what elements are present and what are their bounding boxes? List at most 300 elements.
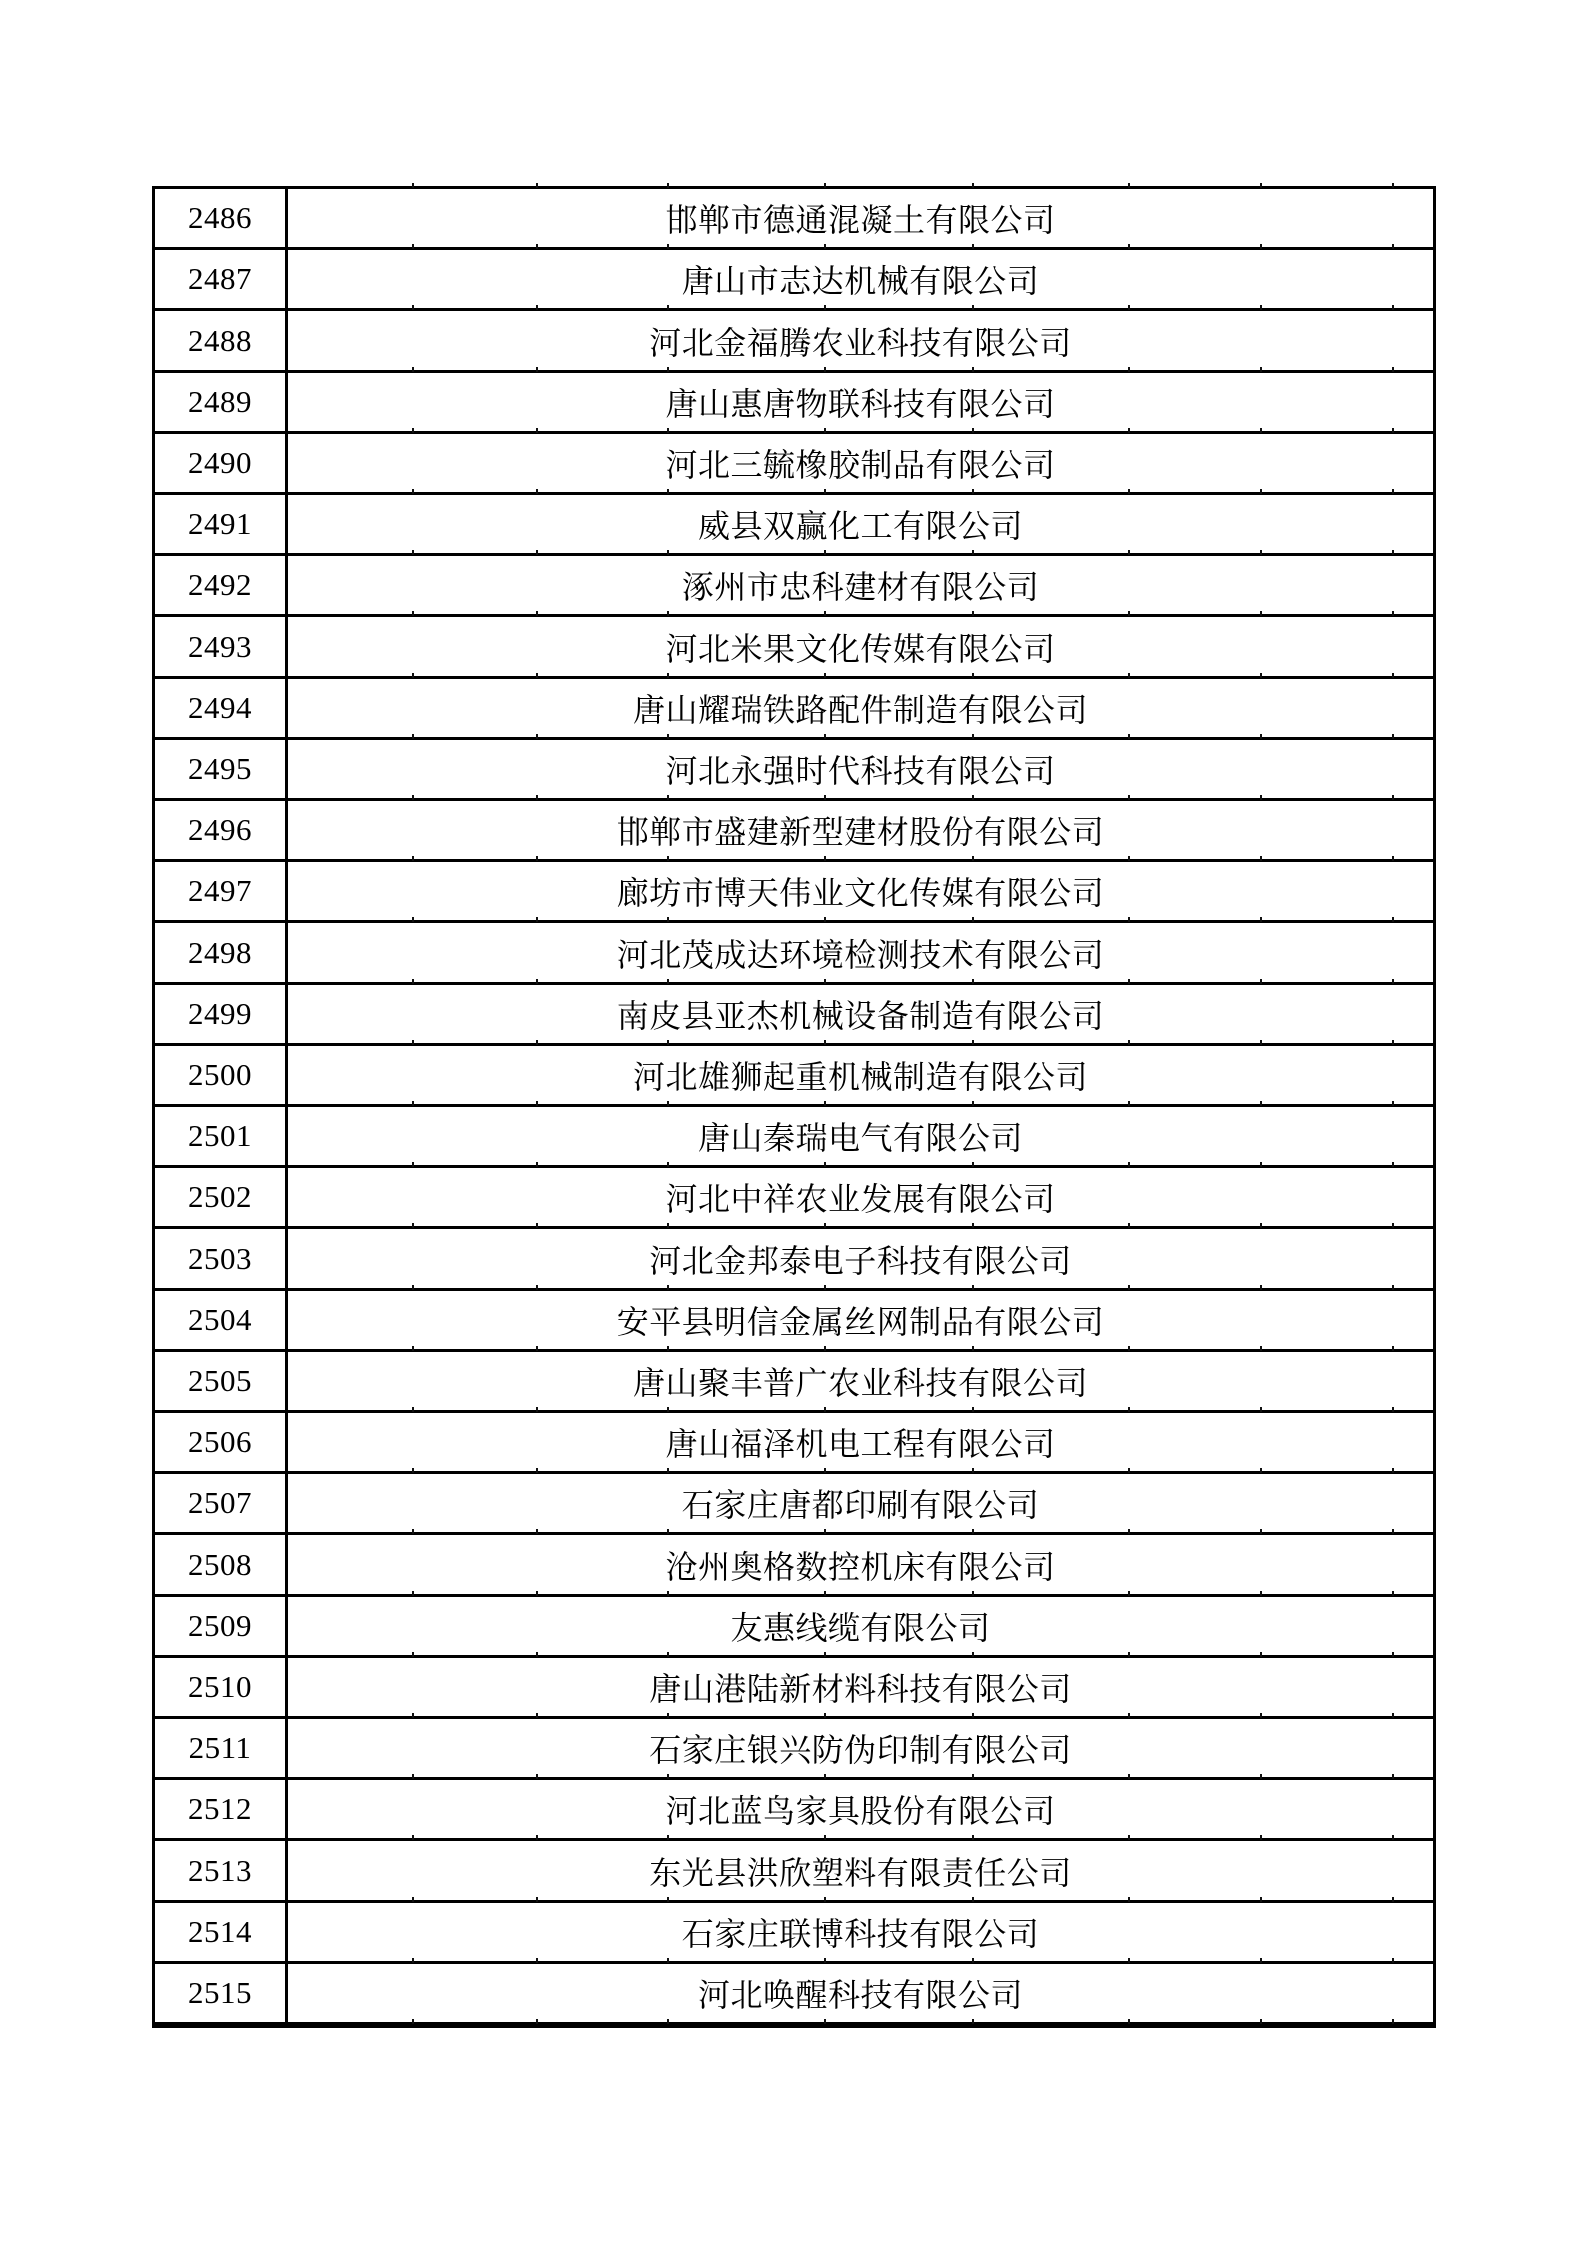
grid-tick — [824, 1897, 826, 1902]
grid-tick — [1392, 1040, 1394, 1045]
grid-tick — [1128, 305, 1130, 310]
grid-tick — [972, 1162, 974, 1167]
grid-tick — [1392, 1652, 1394, 1657]
company-name-cell: 涿州市忠科建材有限公司 — [681, 569, 1040, 606]
table-row — [155, 556, 1433, 617]
grid-tick — [536, 1529, 538, 1534]
grid-tick — [824, 795, 826, 800]
grid-tick — [412, 1591, 414, 1596]
company-name-cell: 河北雄狮起重机械制造有限公司 — [632, 1058, 1088, 1095]
grid-tick — [824, 1407, 826, 1412]
grid-tick — [1392, 734, 1394, 739]
row-index-cell: 2515 — [155, 1964, 288, 2022]
grid-tick — [412, 1407, 414, 1412]
grid-tick — [824, 183, 826, 188]
grid-tick — [824, 367, 826, 372]
grid-tick — [972, 489, 974, 494]
grid-tick — [412, 1468, 414, 1473]
grid-tick — [536, 611, 538, 616]
grid-tick — [667, 1101, 669, 1106]
table-row — [155, 801, 1433, 862]
grid-tick — [1128, 673, 1130, 678]
grid-tick — [824, 1285, 826, 1290]
company-name-cell: 友惠线缆有限公司 — [730, 1609, 991, 1646]
company-name-cell: 唐山福泽机电工程有限公司 — [665, 1426, 1056, 1463]
grid-tick — [667, 1774, 669, 1779]
grid-tick — [972, 734, 974, 739]
grid-tick — [1260, 1040, 1262, 1045]
grid-tick — [972, 979, 974, 984]
grid-tick — [972, 428, 974, 433]
grid-tick — [1392, 1162, 1394, 1167]
grid-tick — [824, 244, 826, 249]
grid-tick — [1392, 550, 1394, 555]
grid-tick — [1128, 1407, 1130, 1412]
grid-tick — [824, 856, 826, 861]
grid-tick — [412, 917, 414, 922]
row-index-cell: 2492 — [155, 556, 288, 614]
grid-tick — [1260, 1713, 1262, 1718]
grid-tick — [536, 734, 538, 739]
table-row — [155, 373, 1433, 434]
grid-tick — [824, 489, 826, 494]
row-index-cell: 2488 — [155, 311, 288, 369]
grid-tick — [536, 1162, 538, 1167]
grid-tick — [536, 1958, 538, 1963]
grid-tick — [972, 1897, 974, 1902]
company-table — [152, 186, 1436, 2028]
grid-tick — [667, 979, 669, 984]
grid-tick — [1260, 1897, 1262, 1902]
grid-tick — [1392, 611, 1394, 616]
grid-tick — [972, 1958, 974, 1963]
table-row — [155, 189, 1433, 250]
company-name-cell: 南皮县亚杰机械设备制造有限公司 — [616, 997, 1105, 1034]
company-name-cell: 沧州奥格数控机床有限公司 — [665, 1548, 1056, 1585]
grid-tick — [1392, 795, 1394, 800]
table-row — [155, 923, 1433, 984]
company-name-cell: 石家庄联博科技有限公司 — [681, 1915, 1040, 1952]
grid-tick — [667, 489, 669, 494]
table-row — [155, 1535, 1433, 1596]
table-row — [155, 679, 1433, 740]
grid-tick — [972, 1529, 974, 1534]
grid-tick — [824, 1652, 826, 1657]
row-index-cell: 2490 — [155, 434, 288, 492]
row-index-cell: 2505 — [155, 1352, 288, 1410]
grid-tick — [536, 673, 538, 678]
grid-tick — [536, 183, 538, 188]
grid-tick — [412, 244, 414, 249]
grid-tick — [667, 917, 669, 922]
grid-tick — [667, 1958, 669, 1963]
grid-tick — [412, 611, 414, 616]
grid-tick — [1128, 244, 1130, 249]
grid-tick — [824, 1958, 826, 1963]
company-name-cell: 河北蓝鸟家具股份有限公司 — [665, 1793, 1056, 1830]
row-index-cell: 2498 — [155, 923, 288, 981]
grid-tick — [1128, 734, 1130, 739]
table-row — [155, 740, 1433, 801]
table-row — [155, 1229, 1433, 1290]
grid-tick — [667, 1835, 669, 1840]
grid-tick — [1392, 428, 1394, 433]
grid-tick — [1392, 917, 1394, 922]
grid-tick — [1392, 1591, 1394, 1596]
grid-tick — [667, 1162, 669, 1167]
grid-tick — [972, 244, 974, 249]
grid-tick — [824, 2019, 826, 2024]
grid-tick — [1128, 1713, 1130, 1718]
grid-tick — [824, 917, 826, 922]
table-row — [155, 985, 1433, 1046]
grid-tick — [412, 428, 414, 433]
grid-tick — [412, 1223, 414, 1228]
table-row — [155, 1719, 1433, 1780]
grid-tick — [1392, 673, 1394, 678]
grid-tick — [667, 367, 669, 372]
company-name-cell: 唐山聚丰普广农业科技有限公司 — [632, 1364, 1088, 1401]
grid-tick — [972, 367, 974, 372]
grid-tick — [667, 856, 669, 861]
grid-tick — [1260, 367, 1262, 372]
row-index-cell: 2494 — [155, 679, 288, 737]
grid-tick — [536, 367, 538, 372]
company-name-cell: 廊坊市博天伟业文化传媒有限公司 — [616, 875, 1105, 912]
grid-tick — [1392, 856, 1394, 861]
table-row — [155, 1964, 1433, 2025]
grid-tick — [1128, 1835, 1130, 1840]
grid-tick — [412, 1958, 414, 1963]
grid-tick — [536, 1040, 538, 1045]
grid-tick — [1128, 183, 1130, 188]
grid-tick — [412, 795, 414, 800]
grid-tick — [1392, 183, 1394, 188]
grid-tick — [824, 1774, 826, 1779]
grid-tick — [667, 550, 669, 555]
table-row — [155, 1352, 1433, 1413]
grid-tick — [667, 734, 669, 739]
grid-tick — [536, 1346, 538, 1351]
grid-tick — [972, 1835, 974, 1840]
row-index-cell: 2496 — [155, 801, 288, 859]
grid-tick — [412, 1529, 414, 1534]
grid-tick — [1392, 1468, 1394, 1473]
company-name-cell: 河北三毓橡胶制品有限公司 — [665, 446, 1056, 483]
grid-tick — [972, 1468, 974, 1473]
grid-tick — [1260, 183, 1262, 188]
table-row — [155, 862, 1433, 923]
company-name-cell: 河北米果文化传媒有限公司 — [665, 630, 1056, 667]
grid-tick — [824, 305, 826, 310]
grid-tick — [1260, 979, 1262, 984]
grid-tick — [1128, 2019, 1130, 2024]
grid-tick — [1260, 795, 1262, 800]
grid-tick — [972, 550, 974, 555]
grid-tick — [536, 856, 538, 861]
row-index-cell: 2509 — [155, 1597, 288, 1655]
grid-tick — [824, 1040, 826, 1045]
grid-tick — [972, 183, 974, 188]
grid-tick — [536, 244, 538, 249]
company-name-cell: 邯郸市德通混凝土有限公司 — [665, 202, 1056, 239]
table-row — [155, 1597, 1433, 1658]
grid-tick — [412, 1835, 414, 1840]
grid-tick — [412, 1040, 414, 1045]
grid-tick — [1392, 1835, 1394, 1840]
row-index-cell: 2499 — [155, 985, 288, 1043]
company-name-cell: 威县双赢化工有限公司 — [697, 508, 1023, 545]
table-row — [155, 495, 1433, 556]
grid-tick — [1260, 856, 1262, 861]
grid-tick — [536, 1223, 538, 1228]
grid-tick — [1392, 1958, 1394, 1963]
company-name-cell: 河北金福腾农业科技有限公司 — [649, 324, 1072, 361]
grid-tick — [1260, 1101, 1262, 1106]
grid-tick — [536, 1835, 538, 1840]
row-index-cell: 2502 — [155, 1168, 288, 1226]
table-row — [155, 1658, 1433, 1719]
company-name-cell: 唐山港陆新材料科技有限公司 — [649, 1670, 1072, 1707]
grid-tick — [824, 979, 826, 984]
grid-tick — [536, 1468, 538, 1473]
grid-tick — [1392, 1285, 1394, 1290]
grid-tick — [1128, 1468, 1130, 1473]
grid-tick — [1260, 1346, 1262, 1351]
grid-tick — [972, 1285, 974, 1290]
grid-tick — [1128, 367, 1130, 372]
grid-tick — [536, 1652, 538, 1657]
grid-tick — [1392, 1223, 1394, 1228]
grid-tick — [667, 428, 669, 433]
grid-tick — [1392, 1897, 1394, 1902]
grid-tick — [536, 550, 538, 555]
grid-tick — [1260, 1835, 1262, 1840]
grid-tick — [972, 1407, 974, 1412]
grid-tick — [1392, 1713, 1394, 1718]
grid-tick — [412, 979, 414, 984]
grid-tick — [412, 1713, 414, 1718]
grid-tick — [824, 1468, 826, 1473]
grid-tick — [667, 183, 669, 188]
company-name-cell: 河北唤醒科技有限公司 — [697, 1976, 1023, 2013]
grid-tick — [667, 1591, 669, 1596]
grid-tick — [824, 673, 826, 678]
grid-tick — [1392, 1101, 1394, 1106]
grid-tick — [1128, 917, 1130, 922]
grid-tick — [667, 2019, 669, 2024]
grid-tick — [1128, 611, 1130, 616]
grid-tick — [972, 795, 974, 800]
company-name-cell: 邯郸市盛建新型建材股份有限公司 — [616, 814, 1105, 851]
grid-tick — [824, 734, 826, 739]
grid-tick — [667, 305, 669, 310]
row-index-cell: 2486 — [155, 189, 288, 247]
row-index-cell: 2489 — [155, 373, 288, 431]
row-index-cell: 2491 — [155, 495, 288, 553]
grid-tick — [1392, 2019, 1394, 2024]
row-index-cell: 2508 — [155, 1535, 288, 1593]
grid-tick — [1260, 673, 1262, 678]
table-row — [155, 250, 1433, 311]
grid-tick — [412, 550, 414, 555]
grid-tick — [667, 1285, 669, 1290]
row-index-cell: 2504 — [155, 1291, 288, 1349]
grid-tick — [972, 1101, 974, 1106]
grid-tick — [1260, 611, 1262, 616]
grid-tick — [536, 1407, 538, 1412]
grid-tick — [1128, 1101, 1130, 1106]
grid-tick — [824, 1529, 826, 1534]
grid-tick — [667, 611, 669, 616]
grid-tick — [1260, 1223, 1262, 1228]
grid-tick — [412, 734, 414, 739]
grid-tick — [536, 1285, 538, 1290]
table-row — [155, 1107, 1433, 1168]
grid-tick — [1128, 1958, 1130, 1963]
grid-tick — [1260, 2019, 1262, 2024]
grid-tick — [1128, 1652, 1130, 1657]
grid-tick — [1260, 734, 1262, 739]
grid-tick — [1260, 1591, 1262, 1596]
grid-tick — [536, 1897, 538, 1902]
table-row — [155, 1780, 1433, 1841]
row-index-cell: 2503 — [155, 1229, 288, 1287]
grid-tick — [1128, 1223, 1130, 1228]
row-index-cell: 2513 — [155, 1841, 288, 1899]
grid-tick — [972, 1040, 974, 1045]
grid-tick — [1260, 550, 1262, 555]
table-row — [155, 1168, 1433, 1229]
table-row — [155, 434, 1433, 495]
grid-tick — [1392, 1346, 1394, 1351]
grid-tick — [536, 979, 538, 984]
company-name-cell: 唐山惠唐物联科技有限公司 — [665, 385, 1056, 422]
grid-tick — [667, 795, 669, 800]
grid-tick — [824, 1346, 826, 1351]
grid-tick — [972, 1774, 974, 1779]
grid-tick — [536, 917, 538, 922]
grid-tick — [412, 1774, 414, 1779]
grid-tick — [1260, 1529, 1262, 1534]
row-index-cell: 2500 — [155, 1046, 288, 1104]
grid-tick — [1260, 1652, 1262, 1657]
grid-tick — [1260, 1468, 1262, 1473]
grid-tick — [412, 673, 414, 678]
grid-tick — [824, 1101, 826, 1106]
grid-tick — [824, 550, 826, 555]
grid-tick — [412, 489, 414, 494]
row-index-cell: 2511 — [155, 1719, 288, 1777]
grid-tick — [412, 2019, 414, 2024]
grid-tick — [536, 305, 538, 310]
grid-tick — [1392, 489, 1394, 494]
grid-tick — [412, 183, 414, 188]
grid-tick — [1392, 1407, 1394, 1412]
grid-tick — [972, 917, 974, 922]
grid-tick — [667, 1407, 669, 1412]
row-index-cell: 2514 — [155, 1903, 288, 1961]
row-index-cell: 2510 — [155, 1658, 288, 1716]
grid-tick — [412, 305, 414, 310]
grid-tick — [536, 1774, 538, 1779]
grid-tick — [1392, 367, 1394, 372]
grid-tick — [536, 2019, 538, 2024]
grid-tick — [972, 1223, 974, 1228]
grid-tick — [1392, 1529, 1394, 1534]
company-name-cell: 东光县洪欣塑料有限责任公司 — [649, 1854, 1072, 1891]
grid-tick — [1128, 1529, 1130, 1534]
row-index-cell: 2495 — [155, 740, 288, 798]
grid-tick — [972, 611, 974, 616]
grid-tick — [667, 1529, 669, 1534]
grid-tick — [536, 489, 538, 494]
company-name-cell: 河北茂成达环境检测技术有限公司 — [616, 936, 1105, 973]
grid-tick — [1128, 428, 1130, 433]
grid-tick — [1260, 244, 1262, 249]
grid-tick — [536, 1591, 538, 1596]
company-name-cell: 石家庄唐都印刷有限公司 — [681, 1487, 1040, 1524]
grid-tick — [536, 795, 538, 800]
table-row — [155, 1291, 1433, 1352]
grid-tick — [1392, 244, 1394, 249]
table-row — [155, 311, 1433, 372]
grid-tick — [667, 1223, 669, 1228]
grid-tick — [972, 673, 974, 678]
row-index-cell: 2506 — [155, 1413, 288, 1471]
row-index-cell: 2507 — [155, 1474, 288, 1532]
grid-tick — [1392, 979, 1394, 984]
grid-tick — [1260, 1774, 1262, 1779]
grid-tick — [972, 305, 974, 310]
grid-tick — [1260, 428, 1262, 433]
grid-tick — [667, 244, 669, 249]
grid-tick — [412, 1652, 414, 1657]
grid-tick — [667, 1346, 669, 1351]
grid-tick — [412, 367, 414, 372]
grid-tick — [667, 1040, 669, 1045]
table-row — [155, 1046, 1433, 1107]
grid-tick — [667, 673, 669, 678]
grid-tick — [536, 428, 538, 433]
grid-tick — [972, 1652, 974, 1657]
table-row — [155, 617, 1433, 678]
grid-tick — [536, 1101, 538, 1106]
grid-tick — [667, 1652, 669, 1657]
grid-tick — [1128, 1040, 1130, 1045]
grid-tick — [412, 856, 414, 861]
company-name-cell: 安平县明信金属丝网制品有限公司 — [616, 1303, 1105, 1340]
grid-tick — [1128, 856, 1130, 861]
grid-tick — [824, 1223, 826, 1228]
company-name-cell: 河北永强时代科技有限公司 — [665, 752, 1056, 789]
grid-tick — [667, 1468, 669, 1473]
grid-tick — [1128, 550, 1130, 555]
grid-tick — [1128, 1897, 1130, 1902]
grid-tick — [1128, 1285, 1130, 1290]
grid-tick — [1392, 1774, 1394, 1779]
grid-tick — [1260, 1958, 1262, 1963]
grid-tick — [412, 1162, 414, 1167]
grid-tick — [1392, 305, 1394, 310]
grid-tick — [1128, 979, 1130, 984]
table-row — [155, 1841, 1433, 1902]
grid-tick — [1128, 1774, 1130, 1779]
grid-tick — [412, 1285, 414, 1290]
grid-tick — [536, 1713, 538, 1718]
grid-tick — [1260, 1407, 1262, 1412]
grid-tick — [1128, 489, 1130, 494]
